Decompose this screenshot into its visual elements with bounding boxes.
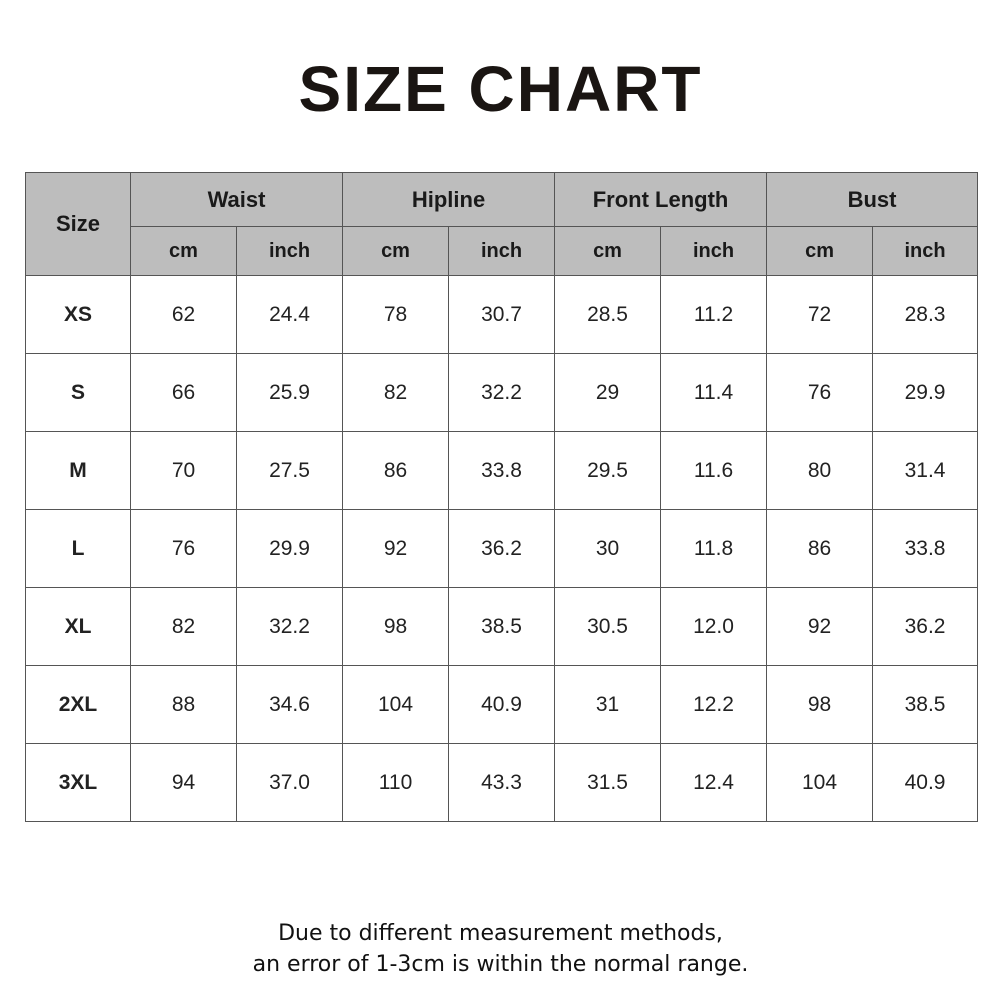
table-row	[26, 276, 978, 354]
bust-cm-cell: 86	[767, 510, 873, 588]
bust-header: Bust	[767, 173, 978, 227]
front-length-inch-cell: 11.2	[661, 276, 767, 354]
bust-inch-header: inch	[873, 227, 978, 276]
hipline-cm-header: cm	[343, 227, 449, 276]
bust-inch-cell: 29.9	[873, 354, 978, 432]
front-length-inch-cell: 12.0	[661, 588, 767, 666]
bust-cm-cell: 92	[767, 588, 873, 666]
size-cell: L	[26, 510, 131, 588]
front-length-inch-cell: 11.8	[661, 510, 767, 588]
hipline-inch-cell: 43.3	[449, 744, 555, 822]
size-cell: XL	[26, 588, 131, 666]
front-length-cm-cell: 28.5	[555, 276, 661, 354]
size-cell: 3XL	[26, 744, 131, 822]
hipline-inch-cell: 32.2	[449, 354, 555, 432]
table-row	[26, 588, 978, 666]
waist-inch-cell: 34.6	[237, 666, 343, 744]
hipline-inch-cell: 36.2	[449, 510, 555, 588]
waist-inch-cell: 32.2	[237, 588, 343, 666]
table-row	[26, 354, 978, 432]
bust-cm-cell: 72	[767, 276, 873, 354]
size-chart-table	[25, 172, 978, 822]
waist-cm-cell: 94	[131, 744, 237, 822]
waist-cm-cell: 76	[131, 510, 237, 588]
front-length-cm-cell: 31.5	[555, 744, 661, 822]
header-row-units	[26, 227, 978, 276]
front-length-cm-cell: 29	[555, 354, 661, 432]
table-row	[26, 666, 978, 744]
waist-cm-header: cm	[131, 227, 237, 276]
note-line-1: Due to different measurement methods,	[278, 921, 723, 946]
waist-cm-cell: 66	[131, 354, 237, 432]
hipline-cm-cell: 110	[343, 744, 449, 822]
waist-inch-header: inch	[237, 227, 343, 276]
waist-inch-cell: 29.9	[237, 510, 343, 588]
hipline-cm-cell: 104	[343, 666, 449, 744]
bust-inch-cell: 28.3	[873, 276, 978, 354]
hipline-cm-cell: 86	[343, 432, 449, 510]
waist-inch-cell: 24.4	[237, 276, 343, 354]
bust-inch-cell: 33.8	[873, 510, 978, 588]
front-length-cm-header: cm	[555, 227, 661, 276]
hipline-cm-cell: 92	[343, 510, 449, 588]
bust-inch-cell: 31.4	[873, 432, 978, 510]
waist-inch-cell: 27.5	[237, 432, 343, 510]
front-length-inch-cell: 12.4	[661, 744, 767, 822]
front-length-cm-cell: 29.5	[555, 432, 661, 510]
page-title: SIZE CHART	[298, 53, 703, 125]
table-row	[26, 432, 978, 510]
size-column-header: Size	[26, 173, 131, 276]
hipline-cm-cell: 82	[343, 354, 449, 432]
front-length-inch-cell: 11.6	[661, 432, 767, 510]
size-cell: XS	[26, 276, 131, 354]
waist-cm-cell: 82	[131, 588, 237, 666]
hipline-header: Hipline	[343, 173, 555, 227]
front-length-inch-cell: 11.4	[661, 354, 767, 432]
table-row	[26, 510, 978, 588]
header-row-groups	[26, 173, 978, 227]
size-cell: S	[26, 354, 131, 432]
waist-inch-cell: 37.0	[237, 744, 343, 822]
front-length-cm-cell: 31	[555, 666, 661, 744]
bust-inch-cell: 40.9	[873, 744, 978, 822]
front-length-cm-cell: 30.5	[555, 588, 661, 666]
front-length-inch-cell: 12.2	[661, 666, 767, 744]
bust-cm-cell: 76	[767, 354, 873, 432]
bust-cm-cell: 98	[767, 666, 873, 744]
size-cell: 2XL	[26, 666, 131, 744]
hipline-inch-cell: 40.9	[449, 666, 555, 744]
table-row	[26, 744, 978, 822]
bust-cm-cell: 104	[767, 744, 873, 822]
waist-cm-cell: 62	[131, 276, 237, 354]
bust-cm-cell: 80	[767, 432, 873, 510]
size-cell: M	[26, 432, 131, 510]
waist-cm-cell: 88	[131, 666, 237, 744]
front-length-cm-cell: 30	[555, 510, 661, 588]
hipline-cm-cell: 78	[343, 276, 449, 354]
hipline-inch-cell: 38.5	[449, 588, 555, 666]
bust-inch-cell: 38.5	[873, 666, 978, 744]
waist-cm-cell: 70	[131, 432, 237, 510]
waist-header: Waist	[131, 173, 343, 227]
hipline-cm-cell: 98	[343, 588, 449, 666]
hipline-inch-cell: 33.8	[449, 432, 555, 510]
note-line-2: an error of 1-3cm is within the normal range.	[252, 952, 749, 977]
front-length-header: Front Length	[555, 173, 767, 227]
hipline-inch-cell: 30.7	[449, 276, 555, 354]
measurement-note	[0, 918, 1001, 980]
front-length-inch-header: inch	[661, 227, 767, 276]
bust-inch-cell: 36.2	[873, 588, 978, 666]
bust-cm-header: cm	[767, 227, 873, 276]
hipline-inch-header: inch	[449, 227, 555, 276]
waist-inch-cell: 25.9	[237, 354, 343, 432]
